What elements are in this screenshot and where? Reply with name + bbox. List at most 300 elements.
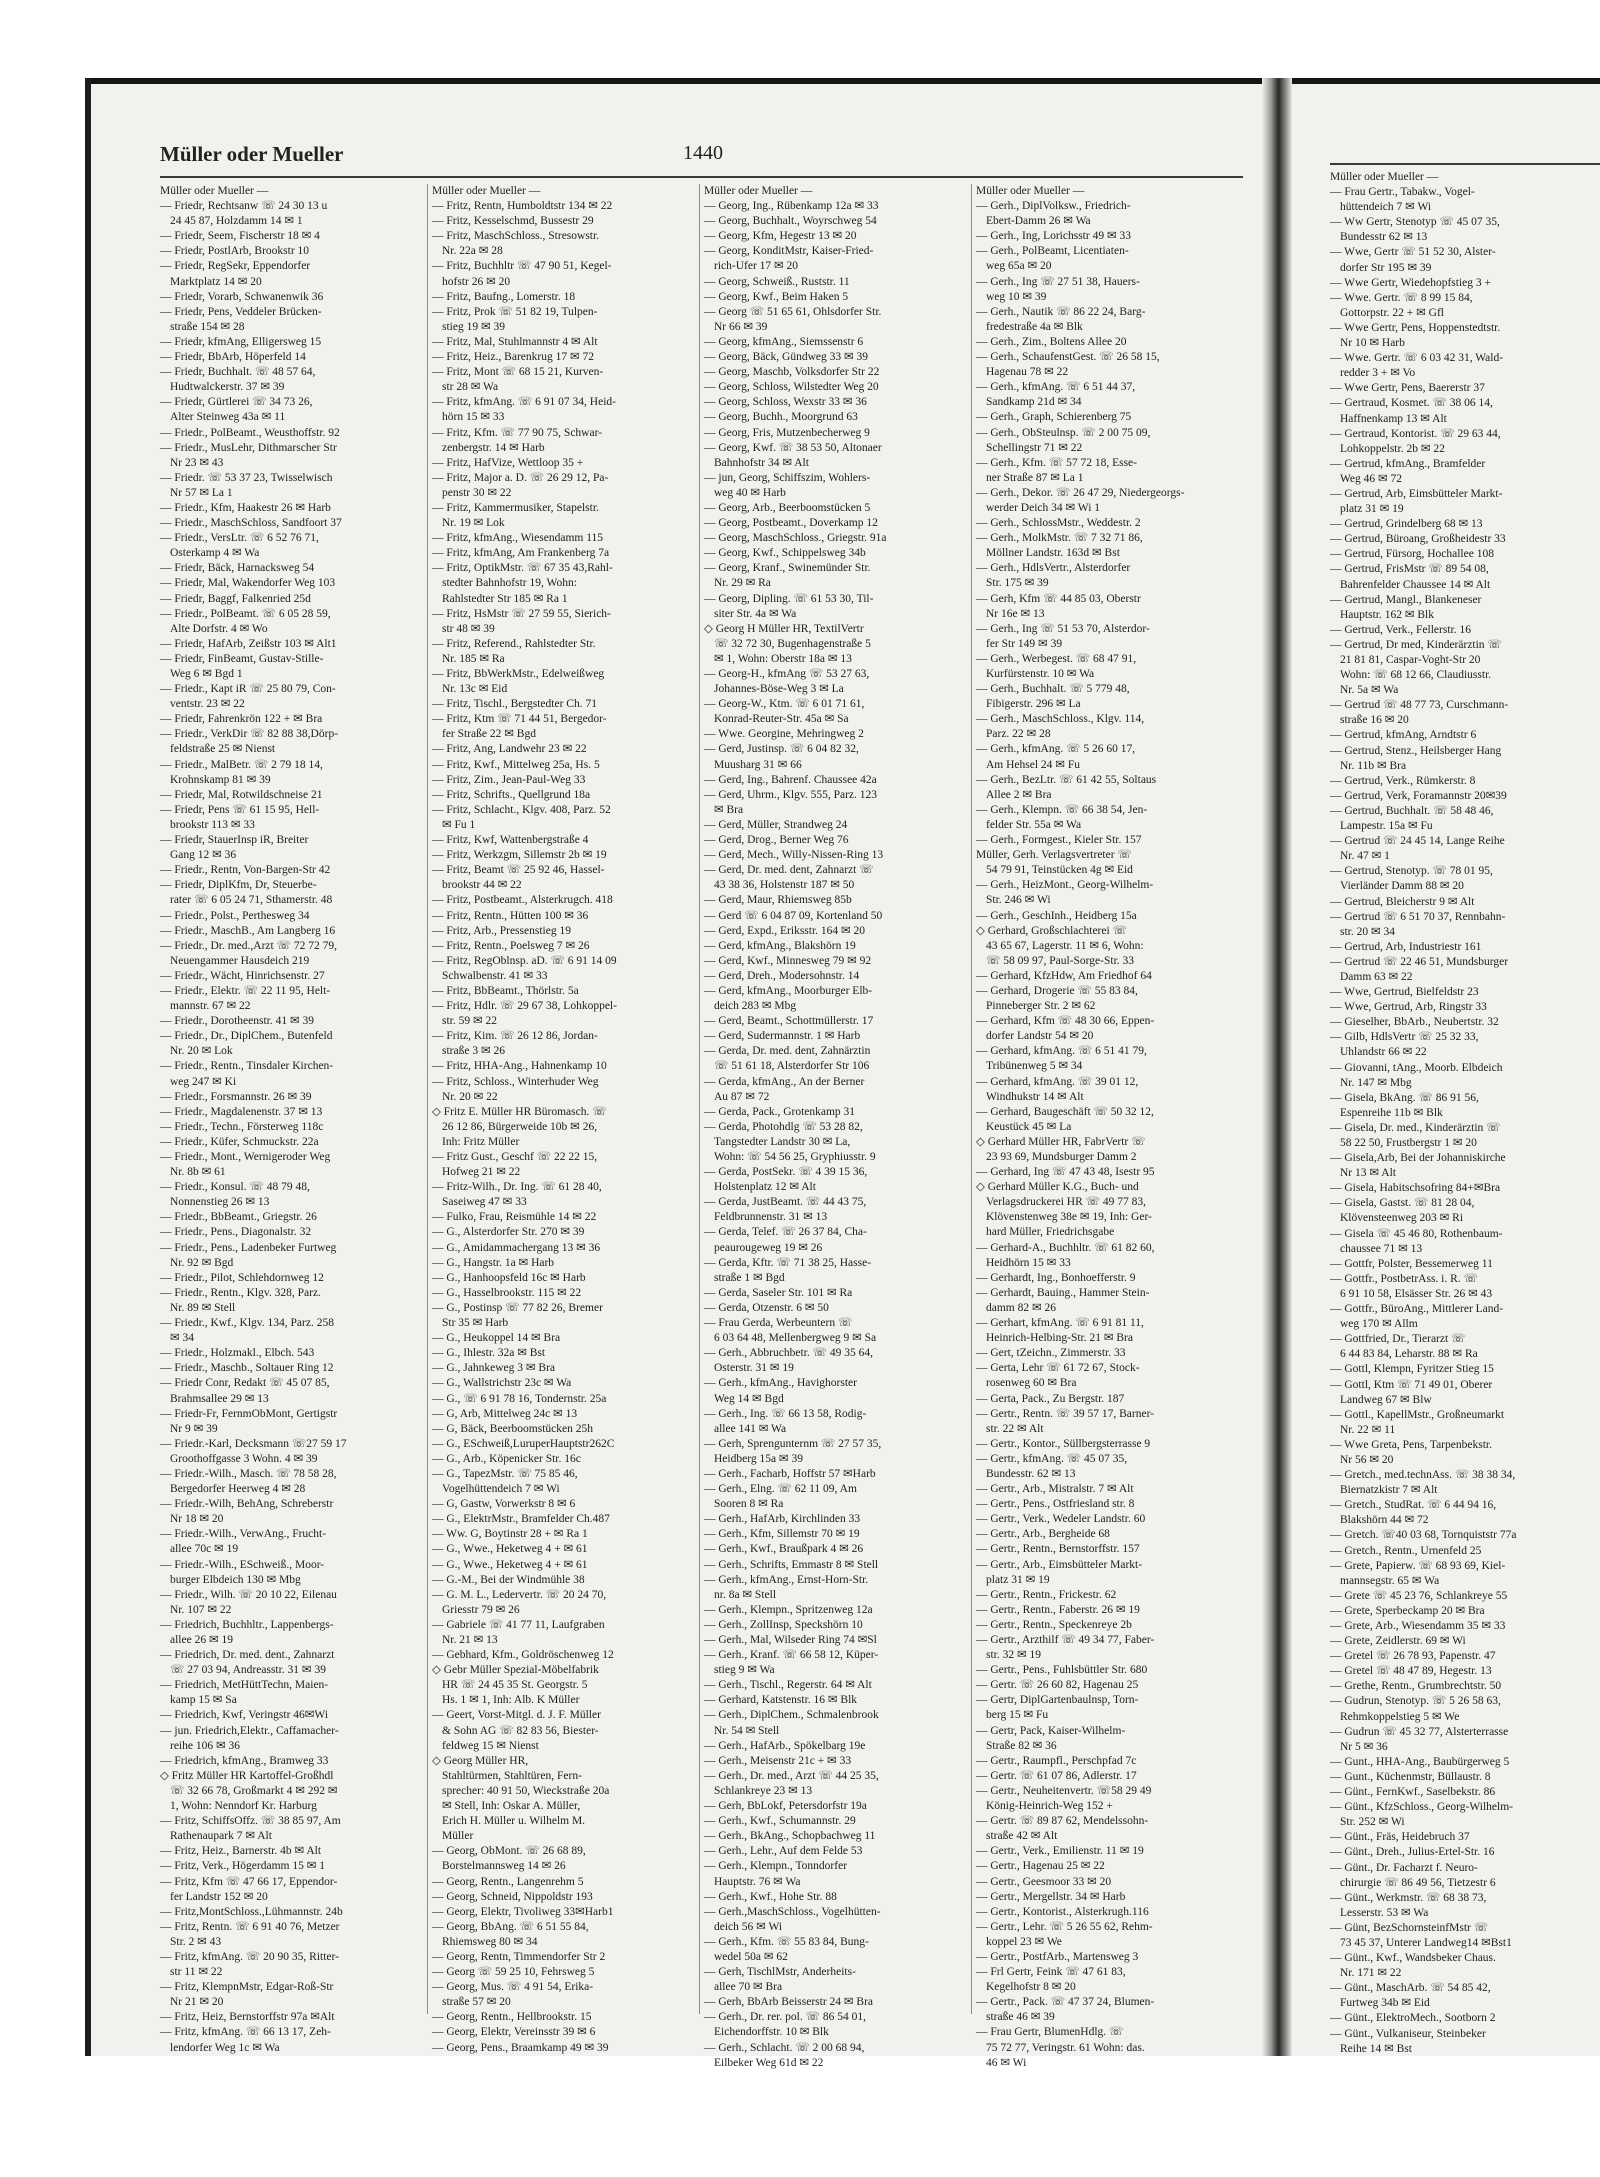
directory-entry: feldweg 15 ✉ Nienst xyxy=(442,1739,539,1752)
directory-entry: platz 31 ✉ 19 xyxy=(986,1573,1050,1586)
directory-entry: — Grete ☏ 45 23 76, Schlankreye 55 xyxy=(1330,1589,1508,1602)
directory-entry: — Georg, MaschSchloss., Griegstr. 91a xyxy=(704,532,887,545)
directory-entry: Schellingstr 71 ✉ 22 xyxy=(986,441,1083,454)
directory-entry: rater ☏ 6 05 24 71, Sthamerstr. 48 xyxy=(170,894,333,907)
directory-entry: — Gertrud, Verk, Foramannstr 20✉39 xyxy=(1330,789,1507,802)
directory-entry: burger Elbdeich 130 ✉ Mbg xyxy=(170,1573,301,1586)
directory-entry: str. 22 ✉ Alt xyxy=(986,1422,1044,1435)
directory-entry: — Fritz, MaschSchloss., Stresowstr. xyxy=(432,230,600,243)
directory-entry: — Gerta, Pack., Zu Bergstr. 187 xyxy=(976,1392,1125,1405)
directory-entry: Nr. 47 ✉ 1 xyxy=(1340,850,1390,863)
directory-entry: chaussee 71 ✉ 13 xyxy=(1340,1242,1423,1255)
directory-entry: — Gerh., Klempn., Tonndorfer xyxy=(704,1860,848,1873)
directory-entry: — Friedrich, Kwf, Veringstr 46✉Wi xyxy=(160,1709,329,1722)
directory-entry: ☏ 51 61 18, Alsterdorfer Str 106 xyxy=(714,1060,870,1073)
directory-entry: Nr 56 ✉ 20 xyxy=(1340,1453,1394,1466)
directory-entry: str 11 ✉ 22 xyxy=(170,1966,223,1979)
directory-entry: — Frau Gerda, Werbeuntern ☏ xyxy=(704,1317,853,1330)
directory-entry: Nr. 171 ✉ 22 xyxy=(1340,1967,1402,1980)
directory-entry: ventstr. 23 ✉ 22 xyxy=(170,698,245,711)
directory-entry: — G., Jahnkeweg 3 ✉ Bra xyxy=(432,1362,556,1375)
directory-entry: Tribünenweg 5 ✉ 34 xyxy=(986,1060,1083,1073)
directory-entry: — Fritz, kfmAng. ☏ 20 90 35, Ritter- xyxy=(160,1950,339,1963)
directory-entry: — Georg, Fris, Mutzenbecherweg 9 xyxy=(704,426,870,439)
directory-entry: Lampestr. 15a ✉ Fu xyxy=(1340,820,1433,833)
directory-entry: — Friedr., Mont., Wernigeroder Weg xyxy=(160,1151,331,1163)
directory-entry: — Gertr., Lehr. ☏ 5 26 55 62, Rehm- xyxy=(976,1920,1153,1933)
directory-entry: — Fritz-Wilh., Dr. Ing. ☏ 61 28 40, xyxy=(432,1181,602,1194)
directory-entry: — Georg, Ing., Rübenkamp 12a ✉ 33 xyxy=(704,200,879,213)
directory-entry: — Fritz, Ktm ☏ 71 44 51, Bergedor- xyxy=(432,713,607,726)
directory-entry: 24 45 87, Holzdamm 14 ✉ 1 xyxy=(170,215,303,228)
scan-shadow-left xyxy=(85,78,91,2056)
directory-entry: — Friedr., Dr. med.,Arzt ☏ 72 72 79, xyxy=(160,939,337,952)
directory-entry: — Gerh., Ing ☏ 51 53 70, Alsterdor- xyxy=(976,622,1150,635)
directory-entry: — Georg, Schloss, Wilstedter Weg 20 xyxy=(704,381,879,394)
directory-entry: stedter Bahnhofstr 19, Wohn: xyxy=(442,577,577,590)
directory-entry: Johannes-Böse-Weg 3 ✉ La xyxy=(714,683,844,696)
directory-entry: — Friedr, FinBeamt, Gustav-Stille- xyxy=(160,652,324,665)
directory-entry: — Gerda, Saseler Str. 101 ✉ Ra xyxy=(704,1286,853,1299)
directory-entry: — Georg, ObMont. ☏ 26 68 89, xyxy=(432,1845,586,1858)
directory-column-2 xyxy=(432,184,694,2054)
directory-entry: — Gertr., Arb., Eimsbütteler Markt- xyxy=(976,1558,1143,1571)
directory-entry: — Gerda, kfmAng., An der Berner xyxy=(704,1075,865,1088)
directory-entry: — Friedr., Konsul. ☏ 48 79 48, xyxy=(160,1181,310,1194)
directory-entry: — Gerhard, Baugeschäft ☏ 50 32 12, xyxy=(976,1105,1154,1118)
directory-entry: — Gerh, Kfm ☏ 44 85 03, Oberstr xyxy=(976,592,1141,605)
directory-entry: — Georg, Kranf., Swinemünder Str. xyxy=(704,562,871,575)
directory-entry: — Gerh., BkAng., Schopbachweg 11 xyxy=(704,1830,876,1843)
directory-entry: — Georg, Kwf., Schippelsweg 34b xyxy=(704,547,866,560)
facing-page-column xyxy=(1330,170,1600,2055)
directory-entry: — Gerda, Photohdlg ☏ 53 28 82, xyxy=(704,1120,863,1133)
directory-entry: — Frau Gertr, BlumenHdlg. ☏ xyxy=(976,2026,1124,2039)
directory-entry: Bahnhofstr 34 ✉ Alt xyxy=(714,456,809,469)
directory-entry: weg 170 ✉ Allm xyxy=(1340,1318,1418,1331)
directory-entry: — Gottfr, Polster, Bessemerweg 11 xyxy=(1330,1257,1493,1270)
directory-entry: Nr 16e ✉ 13 xyxy=(986,607,1045,620)
directory-entry: Sandkamp 21d ✉ 34 xyxy=(986,396,1082,409)
directory-entry: Str. 2 ✉ 43 xyxy=(170,1935,222,1948)
directory-entry: — Georg, Kwf., Beim Haken 5 xyxy=(704,290,849,303)
directory-entry: straße 16 ✉ 20 xyxy=(1340,714,1409,727)
directory-entry: Nr 9 ✉ 39 xyxy=(170,1422,218,1435)
directory-entry: — Wwe Gertr, Wiedehopfstieg 3 + xyxy=(1330,276,1491,289)
directory-entry: Lohkoppelstr. 2b ✉ 22 xyxy=(1340,442,1445,455)
directory-entry: — Fritz, Verk., Högerdamm 15 ✉ 1 xyxy=(160,1860,325,1873)
directory-entry: — Fritz, Tischl., Bergstedter Ch. 71 xyxy=(432,698,597,711)
right-page-rule xyxy=(1330,163,1600,165)
directory-entry: — Friedr., Küfer, Schmuckstr. 22a xyxy=(160,1135,319,1148)
directory-entry: — Grete, Sperbeckamp 20 ✉ Bra xyxy=(1330,1604,1485,1617)
directory-entry: — Gerhart, kfmAng. ☏ 6 91 81 11, xyxy=(976,1317,1144,1330)
directory-entry: — Gertr., Arb., Mistralstr. 7 ✉ Alt xyxy=(976,1483,1134,1496)
directory-entry: Reihe 14 ✉ Bst xyxy=(1340,2042,1412,2055)
book-gutter xyxy=(1262,78,1292,2056)
directory-entry: 23 93 69, Mundsburger Damm 2 xyxy=(986,1151,1137,1163)
directory-entry: — G., TapezMstr. ☏ 75 85 46, xyxy=(432,1467,578,1480)
directory-entry: — Friedr. ☏ 53 37 23, Twisselwisch xyxy=(160,471,333,484)
directory-entry: — Gudrun ☏ 45 32 77, Alsterterrasse xyxy=(1330,1725,1509,1738)
directory-entry: — Friedr, StauerInsp iR, Breiter xyxy=(160,834,309,847)
directory-entry: Nr 5 ✉ 36 xyxy=(1340,1740,1388,1753)
directory-entry: — Gerh, Sprengunternm ☏ 27 57 35, xyxy=(704,1437,882,1450)
directory-entry: Nr 13 ✉ Alt xyxy=(1340,1167,1396,1180)
directory-entry: — Gisela ☏ 45 46 80, Rothenbaum- xyxy=(1330,1227,1503,1240)
directory-entry: feldstraße 25 ✉ Nienst xyxy=(170,743,276,756)
directory-entry: ◇ Fritz Müller HR Kartoffel-Großhdl xyxy=(160,1769,334,1782)
directory-entry: — Gieselher, BbArb., Neubertstr. 32 xyxy=(1330,1016,1499,1029)
directory-entry: — Gertr., Pens., Fuhlsbüttler Str. 680 xyxy=(976,1664,1148,1677)
directory-entry: — Georg, Mus. ☏ 4 91 54, Erika- xyxy=(432,1981,594,1994)
directory-entry: — Fritz, Kim. ☏ 26 12 86, Jordan- xyxy=(432,1030,598,1043)
directory-entry: str. 32 ✉ 19 xyxy=(986,1649,1042,1662)
directory-entry: Bahrenfelder Chaussee 14 ✉ Alt xyxy=(1340,578,1491,591)
directory-entry: — Gerh., Dekor. ☏ 26 47 29, Niedergeorgs- xyxy=(976,486,1185,499)
directory-entry: — Friedr., Magdalenenstr. 37 ✉ 13 xyxy=(160,1105,323,1118)
directory-entry: — Gerd, kfmAng., Blakshörn 19 xyxy=(704,939,856,952)
directory-entry: — Wwe. Gertr. ☏ 8 99 15 84, xyxy=(1330,291,1473,304)
directory-entry: Damm 63 ✉ 22 xyxy=(1340,970,1413,983)
directory-entry: Pinneberger Str. 2 ✉ 62 xyxy=(986,1000,1096,1013)
directory-entry: — Gertr., Kontorist., Alsterkrugh.116 xyxy=(976,1905,1149,1918)
directory-entry: — Gertr., Rentn., Faberstr. 26 ✉ 19 xyxy=(976,1603,1140,1616)
directory-entry: — Friedr., Wilh. ☏ 20 10 22, Eilenau xyxy=(160,1588,337,1601)
directory-entry: Nr. 89 ✉ Stell xyxy=(170,1301,236,1314)
directory-entry: — Friedr., PolBeamt., Weusthoffstr. 92 xyxy=(160,426,340,439)
column-heading: Müller oder Mueller — xyxy=(976,185,1085,197)
column-heading: Müller oder Mueller — xyxy=(432,185,541,197)
directory-entry: — Grete, Arb., Wiesendamm 35 ✉ 33 xyxy=(1330,1620,1506,1632)
directory-entry: — Gerhard, kfmAng. ☏ 39 01 12, xyxy=(976,1075,1139,1088)
directory-entry: — G, Bäck, Beerboomstücken 25h xyxy=(432,1422,593,1435)
directory-entry: Kegelhofstr 8 ✉ 20 xyxy=(986,1981,1076,1994)
directory-entry: — Gertrud ☏ 24 45 14, Lange Reihe xyxy=(1330,835,1505,848)
directory-entry: ◇ Fritz E. Müller HR Büromasch. ☏ xyxy=(432,1105,607,1118)
directory-entry: Eichendorffstr. 10 ✉ Blk xyxy=(714,2026,829,2039)
directory-entry: str. 59 ✉ 22 xyxy=(442,1015,498,1028)
directory-entry: — Gottfr., PostbetrAss. i. R. ☏ xyxy=(1330,1272,1478,1285)
directory-entry: brookstr 44 ✉ 22 xyxy=(442,879,522,892)
directory-entry: Heinrich-Helbing-Str. 21 ✉ Bra xyxy=(986,1332,1133,1345)
directory-entry: — Fritz, KlempnMstr, Edgar-Roß-Str xyxy=(160,1981,334,1994)
directory-entry: — Friedr, Pens ☏ 61 15 95, Hell- xyxy=(160,803,320,816)
directory-entry: — Günt., FernKwf., Saselbekstr. 86 xyxy=(1330,1786,1496,1799)
directory-entry: Borstelmannsweg 14 ✉ 26 xyxy=(442,1860,566,1873)
directory-entry: — Gerta, Lehr ☏ 61 72 67, Stock- xyxy=(976,1362,1140,1375)
directory-entry: — Georg, Rentn., Langenrehm 5 xyxy=(432,1875,584,1888)
directory-entry: — Gerhardt, Ing., Bonhoefferstr. 9 xyxy=(976,1271,1136,1284)
directory-entry: — Georg, Schloss, Wexstr 33 ✉ 36 xyxy=(704,396,867,409)
directory-entry: Hofweg 21 ✉ 22 xyxy=(442,1166,521,1179)
directory-entry: Nr 21 ✉ 20 xyxy=(170,1996,224,2009)
column-divider xyxy=(699,184,700,2014)
directory-entry: — Gerh., Dr. med., Arzt ☏ 44 25 35, xyxy=(704,1769,879,1782)
directory-entry: — Grete, Zeidlerstr. 69 ✉ Wi xyxy=(1330,1635,1466,1648)
page-number: 1440 xyxy=(683,142,723,164)
directory-entry: — Gudrun, Stenotyp. ☏ 5 26 58 63, xyxy=(1330,1695,1501,1708)
directory-entry: — G., Alsterdorfer Str. 270 ✉ 39 xyxy=(432,1226,585,1239)
directory-entry: — Friedr, RegSekr, Eppendorfer xyxy=(160,260,311,273)
directory-entry: — Friedr, DiplKfm, Dr, Steuerbe- xyxy=(160,879,317,892)
directory-entry: — Gerh., Tischl., Regerstr. 64 ✉ Alt xyxy=(704,1679,872,1692)
directory-entry: — Gerda, JustBeamt. ☏ 44 43 75, xyxy=(704,1196,867,1209)
directory-entry: — Fritz, Kwf., Mittelweg 25a, Hs. 5 xyxy=(432,758,600,771)
directory-entry: 6 03 64 48, Mellenbergweg 9 ✉ Sa xyxy=(714,1332,877,1345)
directory-entry: Hauptstr. 162 ✉ Blk xyxy=(1340,608,1434,621)
directory-entry: Feldbrunnenstr. 31 ✉ 13 xyxy=(714,1211,828,1224)
directory-entry: — Frl Gertr, Feink ☏ 47 61 83, xyxy=(976,1966,1126,1979)
directory-entry: — Gertr., Verk., Emilienstr. 11 ✉ 19 xyxy=(976,1845,1144,1858)
directory-entry: Hudtwalckerstr. 37 ✉ 39 xyxy=(170,381,285,394)
directory-entry: — Friedr., MaschB., Am Langberg 16 xyxy=(160,924,336,937)
directory-entry: — Gertr. ☏ 26 60 82, Hagenau 25 xyxy=(976,1679,1139,1692)
directory-entry: ☏ 58 09 97, Paul-Sorge-Str. 33 xyxy=(986,954,1135,967)
directory-entry: — Günt., Dreh., Julius-Ertel-Str. 16 xyxy=(1330,1846,1495,1859)
directory-entry: 43 65 67, Lagerstr. 11 ✉ 6, Wohn: xyxy=(986,939,1144,952)
directory-entry: — Gretch., med.technAss. ☏ 38 38 34, xyxy=(1330,1469,1516,1482)
directory-entry: — Gerh., Kwf., Hohe Str. 88 xyxy=(704,1890,837,1903)
directory-entry: — Gunt., Küchenmstr, Büllaustr. 8 xyxy=(1330,1770,1491,1783)
directory-entry: — Gerh., Kfm. ☏ 57 72 18, Esse- xyxy=(976,456,1137,469)
directory-entry: — Friedr., Rentn., Tinsdaler Kirchen- xyxy=(160,1060,334,1073)
directory-entry: — Gretch., StudRat. ☏ 6 44 94 16, xyxy=(1330,1499,1497,1512)
directory-entry: 6 91 10 58, Elsässer Str. 26 ✉ 43 xyxy=(1340,1287,1493,1300)
directory-entry: — Gerh., Elng. ☏ 62 11 09, Am xyxy=(704,1483,857,1496)
directory-entry: — Gabriele ☏ 41 77 11, Laufgraben xyxy=(432,1618,605,1631)
directory-entry: — Günt., Vulkaniseur, Steinbeker xyxy=(1330,2027,1486,2040)
directory-entry: deich 56 ✉ Wi xyxy=(714,1920,783,1933)
directory-entry: Osterstr. 31 ✉ 19 xyxy=(714,1362,794,1375)
directory-entry: stieg 19 ✉ 39 xyxy=(442,320,505,333)
directory-entry: Nr 66 ✉ 39 xyxy=(714,320,768,333)
directory-entry: — Friedr., Pens., Ladenbeker Furtweg xyxy=(160,1241,337,1254)
directory-entry: — G., Postinsp ☏ 77 82 26, Bremer xyxy=(432,1301,603,1314)
directory-entry: ◇ Georg H Müller HR, TextilVertr xyxy=(704,622,864,635)
directory-entry: ✉ Bra xyxy=(714,803,744,816)
directory-entry: — Fritz, BbBeamt., Thörlstr. 5a xyxy=(432,984,579,997)
directory-entry: ◇ Georg Müller HR, xyxy=(432,1754,529,1767)
directory-entry: damm 82 ✉ 26 xyxy=(986,1301,1057,1314)
directory-entry: Konrad-Reuter-Str. 45a ✉ Sa xyxy=(714,713,849,726)
directory-entry: — Gerd, Justinsp. ☏ 6 04 82 32, xyxy=(704,743,859,756)
column-divider xyxy=(971,184,972,2014)
directory-entry: — Gretel ☏ 26 78 93, Papenstr. 47 xyxy=(1330,1650,1496,1663)
directory-entry: Rehmkoppelstieg 5 ✉ We xyxy=(1340,1710,1460,1723)
directory-entry: Gottorpstr. 22 + ✉ Gfl xyxy=(1340,306,1444,319)
directory-entry: — jun. Friedrich,Elektr., Caffamacher- xyxy=(160,1724,339,1737)
directory-entry: — Georg, Buchhalt., Woyrschweg 54 xyxy=(704,215,877,228)
directory-entry: peaurougeweg 19 ✉ 26 xyxy=(714,1241,823,1254)
directory-entry: Klövenstenweg 38e ✉ 19, Inh: Ger- xyxy=(986,1211,1152,1224)
directory-entry: — G., Amidammachergang 13 ✉ 36 xyxy=(432,1241,601,1254)
directory-entry: koppel 23 ✉ We xyxy=(986,1935,1062,1948)
directory-entry: — Gerh., Kfm, Sillemstr 70 ✉ 19 xyxy=(704,1528,860,1541)
directory-entry: Rahlstedter Str 185 ✉ Ra 1 xyxy=(442,592,568,605)
directory-entry: straße 3 ✉ 26 xyxy=(442,1045,505,1058)
directory-entry: straße 46 ✉ 39 xyxy=(986,2011,1055,2024)
directory-entry: Brahmsallee 29 ✉ 13 xyxy=(170,1392,269,1405)
directory-entry: — Friedr., Pilot, Schlehdornweg 12 xyxy=(160,1271,324,1284)
directory-entry: — Fritz, Heiz., Barenkrug 17 ✉ 72 xyxy=(432,351,594,364)
directory-entry: Sooren 8 ✉ Ra xyxy=(714,1498,784,1511)
directory-entry: — Friedr.-Karl, Decksmann ☏27 59 17 xyxy=(160,1437,347,1450)
directory-entry: straße 57 ✉ 20 xyxy=(442,1996,511,2009)
directory-entry: 58 22 50, Frustbergstr 1 ✉ 20 xyxy=(1340,1137,1477,1149)
directory-entry: — Friedr., BbBeamt., Griegstr. 26 xyxy=(160,1211,317,1224)
directory-entry: Verlagsdruckerei HR ☏ 49 77 83, xyxy=(986,1196,1147,1209)
directory-entry: — Gerd, Expd., Eriksstr. 164 ✉ 20 xyxy=(704,924,866,937)
directory-entry: — G., Wwe., Heketweg 4 + ✉ 61 xyxy=(432,1543,588,1556)
directory-entry: — Georg ☏ 51 65 61, Ohlsdorfer Str. xyxy=(704,305,882,318)
directory-entry: hard Müller, Friedrichsgabe xyxy=(986,1226,1115,1239)
directory-entry: — Grethe, Rentn., Grumbrechtstr. 50 xyxy=(1330,1680,1502,1693)
directory-entry: — Geert, Vorst-Mitgl. d. J. F. Müller xyxy=(432,1709,601,1722)
directory-entry: — Gisela, Gastst. ☏ 81 28 04, xyxy=(1330,1197,1475,1210)
directory-entry: — Fritz, SchiffsOffz. ☏ 38 85 97, Am xyxy=(160,1815,341,1828)
directory-entry: — Friedr, Baggf, Falkenried 25d xyxy=(160,592,311,605)
directory-entry: kamp 15 ✉ Sa xyxy=(170,1694,237,1707)
directory-entry: — Fritz, Hdlr. ☏ 29 67 38, Lohkoppel- xyxy=(432,1000,617,1013)
directory-entry: Weg 6 ✉ Bgd 1 xyxy=(170,668,243,680)
directory-entry: — Ww. G, Boytinstr 28 + ✉ Ra 1 xyxy=(432,1528,588,1541)
directory-entry: — Gerh., Facharb, Hoffstr 57 ✉Harb xyxy=(704,1467,876,1480)
directory-entry: sprecher: 40 91 50, Wieckstraße 20a xyxy=(442,1784,610,1797)
directory-entry: Muusharg 31 ✉ 66 xyxy=(714,758,802,771)
directory-entry: Eilbeker Weg 61d ✉ 22 xyxy=(714,2056,824,2069)
directory-entry: — Gertr., Kontor., Süllbergsterrasse 9 xyxy=(976,1437,1151,1450)
directory-entry: — Fritz, Kfm. ☏ 77 90 75, Schwar- xyxy=(432,426,603,439)
directory-entry: — Günt., ElektroMech., Sootborn 2 xyxy=(1330,2012,1496,2025)
directory-entry: 73 45 37, Unterer Landweg14 ✉Bst1 xyxy=(1340,1936,1512,1949)
directory-entry: Nr. 8b ✉ 61 xyxy=(170,1166,226,1179)
directory-entry: — Gerh., Kfm. ☏ 55 83 84, Bung- xyxy=(704,1935,869,1948)
directory-entry: — Friedr, Rechtsanw ☏ 24 30 13 u xyxy=(160,200,328,213)
directory-entry: — G.-M., Bei der Windmühle 38 xyxy=(432,1573,585,1586)
directory-entry: — G., Arb., Köpenicker Str. 16c xyxy=(432,1452,581,1465)
directory-entry: — Günt., Fräs, Heidebruch 37 xyxy=(1330,1831,1470,1844)
directory-entry: — Gerh., HdlsVertr., Alsterdorfer xyxy=(976,562,1131,575)
directory-entry: — Günt., MaschArb. ☏ 54 85 42, xyxy=(1330,1982,1491,1995)
directory-entry: — Fritz, Schrifts., Quellgrund 18a xyxy=(432,788,591,801)
directory-entry: — Friedr., PolBeamt. ☏ 6 05 28 59, xyxy=(160,607,331,620)
directory-entry: — Fritz, OptikMstr. ☏ 67 35 43,Rahl- xyxy=(432,562,613,575)
directory-entry: — Gertr, Pack, Kaiser-Wilhelm- xyxy=(976,1724,1126,1737)
directory-entry: — Gottl, Klempn, Fyritzer Stieg 15 xyxy=(1330,1363,1494,1376)
directory-entry: Bundesstr. 62 ✉ 13 xyxy=(986,1467,1076,1480)
directory-entry: Parz. 22 ✉ 28 xyxy=(986,728,1051,741)
directory-entry: Nonnenstieg 26 ✉ 13 xyxy=(170,1196,270,1209)
directory-entry: — Friedr, Mal, Wakendorfer Weg 103 xyxy=(160,577,336,590)
directory-entry: penstr 30 ✉ 22 xyxy=(442,486,512,499)
directory-entry: — Wwe, Gertr ☏ 51 52 30, Alster- xyxy=(1330,246,1496,259)
directory-entry: werder Deich 34 ✉ Wi 1 xyxy=(986,501,1101,514)
directory-entry: — Gerh., Werbegest. ☏ 68 47 91, xyxy=(976,652,1137,665)
directory-entry: Hagenau 78 ✉ 22 xyxy=(986,366,1069,379)
directory-entry: — Gerh., kfmAng., Ernst-Horn-Str. xyxy=(704,1573,869,1586)
directory-entry: — Gert, tZeichn., Zimmerstr. 33 xyxy=(976,1347,1126,1360)
directory-entry: — Gerh., Graph, Schierenberg 75 xyxy=(976,411,1132,424)
directory-entry: — Friedr., Elektr. ☏ 22 11 95, Helt- xyxy=(160,984,331,997)
directory-entry: — Günt., KfzSchloss., Georg-Wilhelm- xyxy=(1330,1801,1513,1814)
directory-entry: Kurfürstenstr. 10 ✉ Wa xyxy=(986,668,1095,680)
directory-entry: — Fulko, Frau, Reismühle 14 ✉ 22 xyxy=(432,1211,597,1224)
directory-entry: — Gerh., Zim., Boltens Allee 20 xyxy=(976,335,1127,348)
directory-entry: Neuengammer Hausdeich 219 xyxy=(170,954,310,967)
column-divider xyxy=(427,184,428,2014)
directory-entry: Am Hehsel 24 ✉ Fu xyxy=(986,758,1080,771)
directory-entry: — Fritz, Prok ☏ 51 82 19, Tulpen- xyxy=(432,305,598,318)
directory-entry: Alte Dorfstr. 4 ✉ Wo xyxy=(170,622,268,635)
directory-column-3 xyxy=(704,184,966,2069)
directory-entry: — Gerh., Kwf., Schumannstr. 29 xyxy=(704,1815,856,1828)
directory-column-4 xyxy=(976,184,1238,2069)
directory-entry: — Gerhard, Ing ☏ 47 43 48, Isestr 95 xyxy=(976,1166,1155,1179)
directory-entry: — Gottl., KapellMstr., Großneumarkt xyxy=(1330,1408,1505,1421)
directory-entry: — Friedr., Polst., Perthesweg 34 xyxy=(160,909,310,922)
directory-entry: — Fritz, Buchhltr ☏ 47 90 51, Kegel- xyxy=(432,260,612,273)
directory-entry: — Friedr., Rentn, Von-Bargen-Str 42 xyxy=(160,864,331,877)
directory-entry: Nr 57 ✉ La 1 xyxy=(170,486,233,499)
directory-entry: — G., Hangstr. 1a ✉ Harb xyxy=(432,1256,555,1269)
directory-entry: — Ww Gertr, Stenotyp ☏ 45 07 35, xyxy=(1330,216,1500,229)
directory-entry: — G., Hasselbrookstr. 115 ✉ 22 xyxy=(432,1286,582,1299)
directory-entry: — Gerh., Abbruchbetr. ☏ 49 35 64, xyxy=(704,1347,873,1360)
directory-entry: — Gerh., GeschInh., Heidberg 15a xyxy=(976,909,1137,922)
directory-entry: — Gerda, Otzenstr. 6 ✉ 50 xyxy=(704,1301,829,1314)
directory-entry: — Gerh., Lehr., Auf dem Felde 53 xyxy=(704,1845,863,1858)
directory-entry: — Gerhard, Katstenstr. 16 ✉ Blk xyxy=(704,1694,858,1707)
directory-entry: — Gerh., Schrifts, Emmastr 8 ✉ Stell xyxy=(704,1558,879,1571)
directory-entry: Wohn: ☏ 54 56 25, Gryphiusstr. 9 xyxy=(714,1151,876,1163)
directory-entry: — Friedr, BbArb, Höperfeld 14 xyxy=(160,351,306,364)
directory-entry: — Gretch. ☏40 03 68, Tornquiststr 77a xyxy=(1330,1529,1517,1542)
directory-entry: — Friedr, kfmAng, Elligersweg 15 xyxy=(160,335,322,348)
directory-entry: — Gertr., kfmAng. ☏ 45 07 35, xyxy=(976,1452,1128,1465)
directory-entry: — Gerd ☏ 6 04 87 09, Kortenland 50 xyxy=(704,909,883,922)
directory-entry: 1, Wohn: Nenndorf Kr. Harburg xyxy=(170,1800,317,1813)
directory-entry: — Friedr., Kapt iR ☏ 25 80 79, Con- xyxy=(160,683,336,696)
directory-entry: — Fritz, Heiz., Barnerstr. 4b ✉ Alt xyxy=(160,1845,322,1858)
directory-entry: — Gerh., MolkMstr. ☏ 7 32 71 86, xyxy=(976,532,1143,545)
directory-entry: Vierländer Damm 88 ✉ 20 xyxy=(1340,880,1464,893)
directory-entry: — Georg, Arb., Beerboomstücken 5 xyxy=(704,501,871,514)
directory-entry: Erich H. Müller u. Wilhelm M. xyxy=(442,1815,586,1828)
directory-entry: — Friedr.-Wilh., Masch. ☏ 78 58 28, xyxy=(160,1467,337,1480)
directory-entry: — Gertr., Arb., Bergheide 68 xyxy=(976,1528,1110,1541)
directory-entry: — G., ESchweiß,LuruperHauptstr262C xyxy=(432,1437,615,1450)
directory-entry: Stahltürmen, Stahltüren, Fern- xyxy=(442,1769,582,1782)
directory-entry: — Friedr.-Wilh., ESchweiß., Moor- xyxy=(160,1558,325,1571)
directory-entry: & Sohn AG ☏ 82 83 56, Biester- xyxy=(442,1724,599,1737)
directory-entry: — Gerda, Telef. ☏ 26 37 84, Cha- xyxy=(704,1226,867,1239)
directory-entry: — Georg-H., kfmAng ☏ 53 27 63, xyxy=(704,668,870,680)
directory-entry: — Günt., Werkmstr. ☏ 68 38 73, xyxy=(1330,1891,1487,1904)
directory-entry: — Gerh., Buchhalt. ☏ 5 779 48, xyxy=(976,683,1130,696)
directory-entry: — Gisela,Arb, Bei der Johanniskirche xyxy=(1330,1152,1506,1165)
directory-entry: — Gertrud, Mangl., Blankeneser xyxy=(1330,593,1482,606)
directory-entry: zenbergstr. 14 ✉ Harb xyxy=(442,441,545,454)
directory-entry: — Wwe Gertr, Pens, Hoppenstedtstr. xyxy=(1330,321,1501,334)
column-heading: Müller oder Mueller — xyxy=(160,185,269,197)
directory-entry: — Fritz, Kesselschmd, Bussestr 29 xyxy=(432,215,594,228)
directory-entry: — Georg, Kwf. ☏ 38 53 50, Altonaer xyxy=(704,441,882,454)
directory-entry: Müller xyxy=(442,1830,474,1843)
directory-entry: Blakshörn 44 ✉ 72 xyxy=(1340,1514,1429,1527)
directory-entry: Str 35 ✉ Harb xyxy=(442,1317,509,1330)
directory-entry: — Friedr, Mal, Rotwildschneise 21 xyxy=(160,788,323,801)
